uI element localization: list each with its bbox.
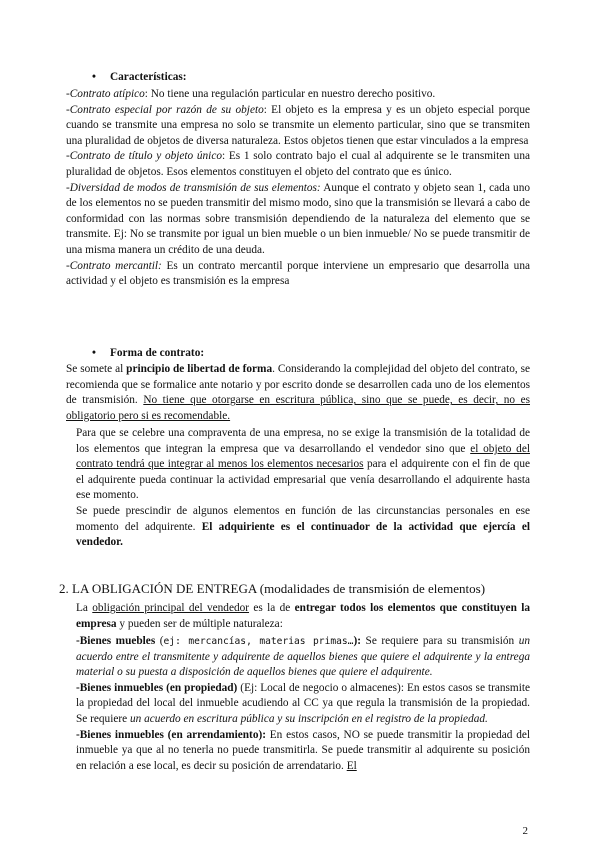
characteristics-list	[66, 87, 530, 290]
page-number: 2	[522, 825, 528, 837]
real-property-item: -Bienes inmuebles (en propiedad) (Ej: Local de negocio o almacenes): En estos casos se transmite la propiedad del local del inmueble acudiendo al CC ya que regula la transmisión de la propiedad. Se requiere un acuerdo en escritura pública y su inscripción en el registro de la propiedad.	[76, 681, 530, 725]
delivery-intro: La obligación principal del vendedor es la de entregar todos los elementos que constituyen la empresa y pueden ser de múltiple naturaleza:	[76, 602, 530, 630]
form-paragraph-2: Para que se celebre una compraventa de una empresa, no se exige la transmisión de la totalidad de los elementos que integran la empresa que va desarrollando el vendedor sino que el objeto del contrato tendrá que integrar al menos los elementos necesarios para el adquirente con el fin de que el adquirente pueda continuar la actividad empresarial que venía desarrollando el adquirente hasta ese momento. Se puede prescindir de algunos elementos en función de las circunstancias personales en ese momento del adquirente. El adquiriente es el continuador de la actividad que ejercía el vendedor.	[76, 426, 530, 551]
characteristic-item: -Contrato especial por razón de su objeto: El objeto es la empresa y es un objeto especial porque cuando se transmite una empresa no solo se transmite un elemento particular, sino que se transmiten una pluralidad de objetos de diversa naturaleza. Estos objetos tienen que estar vinculados a la empresa	[66, 103, 530, 147]
movables-item: -Bienes muebles (ej: mercancías, materias primas…): Se requiere para su transmisión un acuerdo entre el transmitente y adquirente de aquellos bienes que quiere el adquirente y la entrega material o su puesta a disposición de aquellos bienes que quiere el adquirente.	[76, 635, 530, 679]
leased-property-item: -Bienes inmuebles (en arrendamiento): En estos casos, NO se puede transmitir la propiedad del inmueble ya que al no tenerla no puede transmitirla. Se puede transmitir al adquirente su posición en relación a ese local, es decir su posición de arrendatario. El	[76, 728, 530, 772]
section-title: 2. LA OBLIGACIÓN DE ENTREGA (modalidades de transmisión de elementos)	[59, 581, 486, 596]
characteristic-item: -Contrato de título y objeto único: Es 1 solo contrato bajo el cual al adquirente se le transmiten una pluralidad de objetos. Esos elementos constituyen el objeto del contrato que es único.	[66, 150, 530, 178]
bullet-icon: •	[92, 71, 96, 83]
delivery-items	[76, 634, 530, 774]
characteristic-item: -Contrato mercantil: Es un contrato mercantil porque interviene un empresario que desarrolla una actividad y el objeto es transmisión es la empresa	[66, 259, 530, 288]
characteristic-item: -Diversidad de modos de transmisión de sus elementos: Aunque el contrato y objeto sean 1, cada uno de los elementos no se pueden transmitir del mismo modo, sino que la transmisión se llevará a cabo de conformidad con las normas sobre transmisión dependiendo de la naturaleza del elemento que se transmite. Ej: No se transmite por igual un bien mueble o un bien inmueble/ No se puede transmitir de una misma manera un crédito de una deuda.	[66, 181, 531, 256]
bullet-icon: •	[92, 347, 96, 359]
characteristic-item: -Contrato atípico: No tiene una regulación particular en nuestro derecho positivo.	[66, 88, 436, 100]
characteristics-heading: • Características:	[92, 70, 187, 86]
form-paragraph-1: Se somete al principio de libertad de forma. Considerando la complejidad del objeto del contrato, se recomienda que se formalice ante notario y por escrito donde se desarrollen cada uno de los elementos de transmisión. No tiene que otorgarse en escritura pública, sino que se puede, es decir, no es obligatorio pero si es recomendable.	[66, 363, 530, 422]
form-paragraph-3: Se puede prescindir de algunos elementos en función de las circunstancias personales en ese momento del adquirente. El adquiriente es el continuador de la actividad que ejercía el vendedor.	[76, 504, 530, 549]
form-heading: • Forma de contrato:	[92, 346, 204, 362]
